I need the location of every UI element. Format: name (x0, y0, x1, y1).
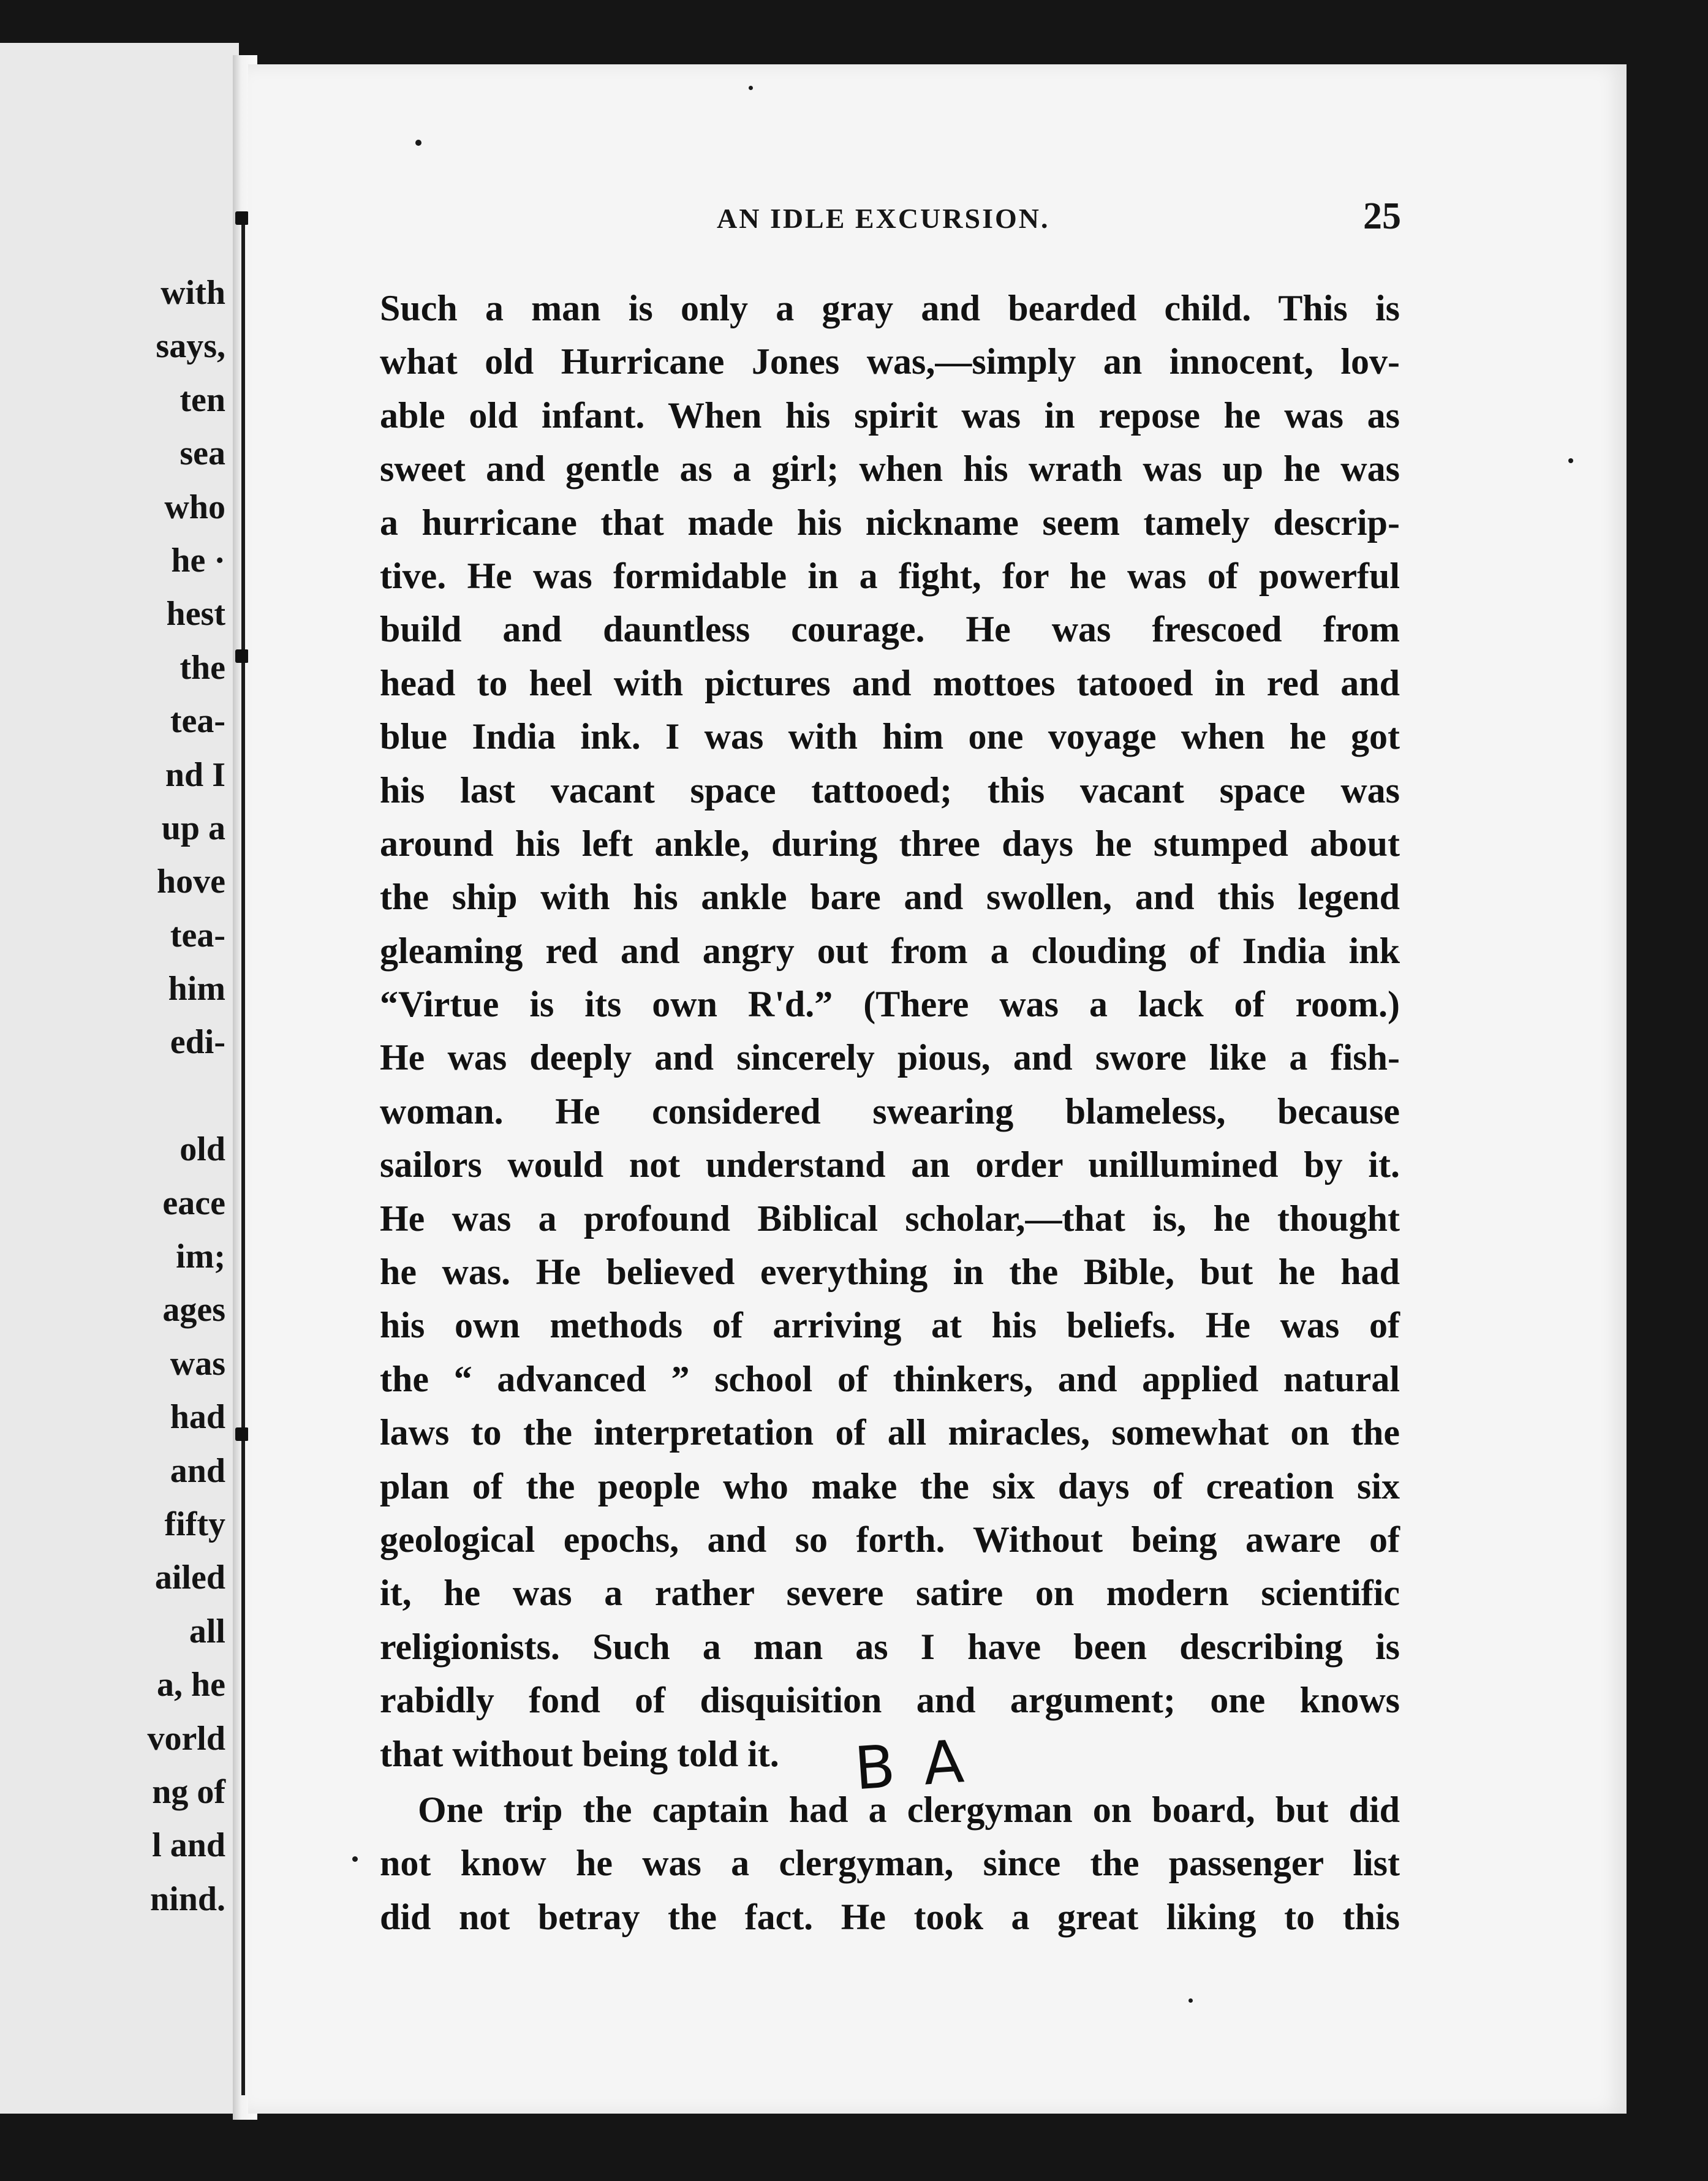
left-fragment-line: edi- (170, 1023, 225, 1062)
left-fragment-line: l and (152, 1826, 225, 1865)
text-line: his last vacant space tattooed; this vacant space was (380, 769, 1400, 811)
binding-thread (241, 221, 245, 2095)
left-fragment-line: him (168, 970, 225, 1008)
left-fragment-line: the (179, 648, 225, 687)
left-facing-page (0, 43, 239, 2114)
left-fragment-line: he · (171, 541, 225, 580)
handwritten-annotation: B A (852, 1726, 971, 1804)
left-fragment-line: vorld (147, 1719, 225, 1758)
text-line: what old Hurricane Jones was,—simply an innocent, lov- (380, 341, 1400, 382)
left-fragment-line: ng of (152, 1772, 225, 1811)
running-head: AN IDLE EXCURSION. (717, 203, 1050, 234)
left-fragment-line: ailed (154, 1559, 225, 1597)
text-line: able old infant. When his spirit was in repose he was as (380, 395, 1400, 436)
scan-speck (1188, 1998, 1193, 2003)
left-fragment-line: nd I (165, 755, 225, 794)
scan-speck (749, 86, 753, 90)
left-fragment-line: up a (161, 809, 225, 847)
text-line: blue India ink. I was with him one voyage when he got (380, 716, 1400, 757)
text-line: woman. He considered swearing blameless, because (380, 1090, 1400, 1132)
text-line: “Virtue is its own R'd.” (There was a lack of room.) (380, 984, 1400, 1025)
page-number: 25 (1363, 195, 1401, 237)
left-fragment-line: fifty (164, 1505, 225, 1543)
left-fragment-line: ages (162, 1291, 225, 1329)
text-line: gleaming red and angry out from a clouding of India ink (380, 930, 1400, 971)
text-line: sweet and gentle as a girl; when his wrath was up he was (380, 448, 1400, 489)
left-fragment-line: had (170, 1398, 225, 1437)
left-fragment-line (147, 1070, 225, 1123)
left-fragment-line: hest (166, 595, 225, 633)
text-line: head to heel with pictures and mottoes tatooed in red and (380, 662, 1400, 703)
text-line: build and dauntless courage. He was frescoed from (380, 609, 1400, 650)
left-fragment-line: was (170, 1344, 225, 1383)
text-line: rabidly fond of disquisition and argument; one knows (380, 1680, 1400, 1721)
scan-speck (415, 140, 421, 146)
text-line: not know he was a clergyman, since the passenger list (380, 1843, 1400, 1884)
left-fragment-line: sea (179, 434, 225, 473)
text-line: tive. He was formidable in a fight, for he was of powerful (380, 555, 1400, 596)
text-line: he was. He believed everything in the Bible, but he had (380, 1252, 1400, 1293)
text-line: Such a man is only a gray and bearded child. This is (380, 288, 1400, 328)
binding-stitch-mark (235, 1427, 249, 1441)
left-fragment-line: nind. (150, 1880, 225, 1918)
left-fragment-line: tea- (170, 916, 225, 954)
left-fragment-line: old (179, 1130, 225, 1169)
text-line: He was deeply and sincerely pious, and swore like a fish- (380, 1037, 1400, 1078)
text-line: his own methods of arriving at his beliefs. He was of (380, 1305, 1400, 1346)
text-line: did not betray the fact. He took a great liking to this (380, 1896, 1400, 1937)
left-fragment-line: says, (156, 327, 225, 366)
left-fragment-line: and (170, 1451, 225, 1490)
paragraph-last-line: that without being told it. (380, 1733, 779, 1774)
left-fragment-line: im; (176, 1238, 225, 1276)
paragraph-first-line: One trip the captain had a clergyman on board, but did (418, 1789, 1400, 1830)
text-line: the “ advanced ” school of thinkers, and applied natural (380, 1358, 1400, 1399)
text-line: it, he was a rather severe satire on modern scientific (380, 1573, 1400, 1614)
text-line: sailors would not understand an order unillumined by it. (380, 1144, 1400, 1185)
text-line: laws to the interpretation of all miracles, somewhat on the (380, 1412, 1400, 1453)
binding-stitch-mark (235, 649, 249, 663)
scan-speck (1568, 458, 1573, 463)
left-fragment-line: a, he (157, 1666, 225, 1704)
page-body-text (380, 282, 1400, 1944)
text-line: religionists. Such a man as I have been describing is (380, 1626, 1400, 1667)
text-line: a hurricane that made his nickname seem tamely descrip- (380, 502, 1400, 543)
left-page-text-fragments (147, 266, 225, 1926)
left-fragment-line: ten (179, 380, 225, 419)
text-line: geological epochs, and so forth. Without being aware of (380, 1519, 1400, 1560)
left-fragment-line: with (161, 274, 225, 312)
scan-speck (352, 1856, 358, 1862)
text-line: the ship with his ankle bare and swollen, and this legend (380, 877, 1400, 918)
left-fragment-line: eace (162, 1184, 225, 1222)
text-line: He was a profound Biblical scholar,—that is, he thought (380, 1198, 1400, 1239)
text-line: around his left ankle, during three days he stumped about (380, 823, 1400, 864)
left-fragment-line: hove (157, 863, 225, 901)
left-fragment-line: all (189, 1612, 225, 1650)
left-fragment-line: tea- (170, 702, 225, 741)
binding-stitch-mark (235, 211, 249, 225)
left-fragment-line: who (164, 488, 225, 526)
text-line: plan of the people who make the six days of creation six (380, 1465, 1400, 1506)
